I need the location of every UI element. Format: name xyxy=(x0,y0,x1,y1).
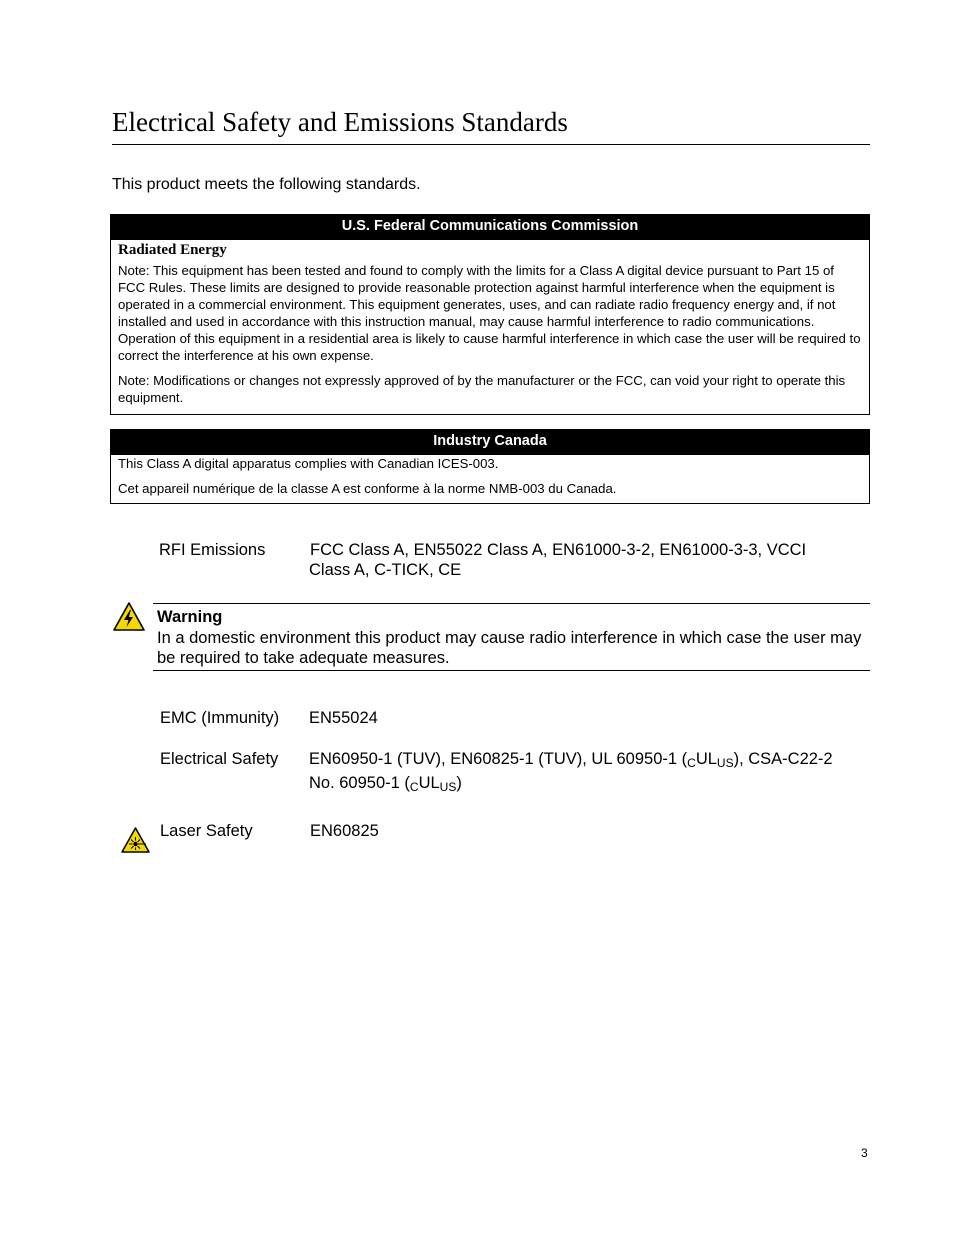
ic-table-header: Industry Canada xyxy=(111,430,869,455)
electrical-hazard-warning-icon xyxy=(112,601,146,637)
intro-text: This product meets the following standards. xyxy=(112,176,421,193)
laser-safety-value: EN60825 xyxy=(310,822,379,840)
fcc-paragraph: Note: Modifications or changes not expressly approved of by the manufacturer or the FCC, can void your right to operate this equipment. xyxy=(118,373,846,405)
industry-canada-table xyxy=(110,429,870,504)
page-title: Electrical Safety and Emissions Standards xyxy=(112,104,870,145)
fcc-table-header: U.S. Federal Communications Commission xyxy=(111,215,869,240)
warning-title: Warning xyxy=(157,608,223,626)
warning-block xyxy=(153,603,870,671)
ic-paragraph: Cet appareil numérique de la classe A est conforme à la norme NMB-003 du Canada. xyxy=(118,481,617,496)
warning-text: In a domestic environment this product may cause radio interference in which case the user may be required to take adequate measures. xyxy=(157,629,862,667)
emc-immunity-value: EN55024 xyxy=(309,709,378,727)
rfi-emissions-label: RFI Emissions xyxy=(159,541,266,559)
electrical-safety-value-line1: EN60950-1 (TUV), EN60825-1 (TUV), UL 60950-1 $(_CUL_{US})$, CSA-C22-2 xyxy=(309,750,833,770)
rfi-emissions-value-line1: FCC Class A, EN55022 Class A, EN61000-3-2, EN61000-3-3, VCCI xyxy=(310,541,807,559)
ic-paragraph: This Class A digital apparatus complies with Canadian ICES-003. xyxy=(118,456,499,471)
fcc-paragraph: Note: This equipment has been tested and found to comply with the limits for a Class A digital device pursuant to Part 15 of FCC Rules. These limits are designed to provide reasonable protection against harmful interference when the equipment is operated in a commercial environment. This equipment generates, uses, and can radiate radio frequency energy and, if not installed and used in accordance with this instruction manual, may cause harmful interference to radio communications. Operation of this equipment in a residential area is likely to cause harmful interference in which case the user will be required to correct the interference at his own expense. xyxy=(118,263,861,363)
rfi-emissions-value-line2: Class A, C-TICK, CE xyxy=(309,561,462,579)
page-number: 3 xyxy=(861,1146,868,1160)
fcc-standards-table xyxy=(110,214,870,415)
laser-safety-label: Laser Safety xyxy=(160,822,253,840)
fcc-table-subheader: Radiated Energy xyxy=(118,242,227,258)
electrical-safety-label: Electrical Safety xyxy=(160,750,279,768)
laser-warning-icon xyxy=(120,826,151,859)
emc-immunity-label: EMC (Immunity) xyxy=(160,709,280,727)
electrical-safety-value-line2: No. 60950-1 $(_CUL_{US})$ xyxy=(309,774,462,794)
